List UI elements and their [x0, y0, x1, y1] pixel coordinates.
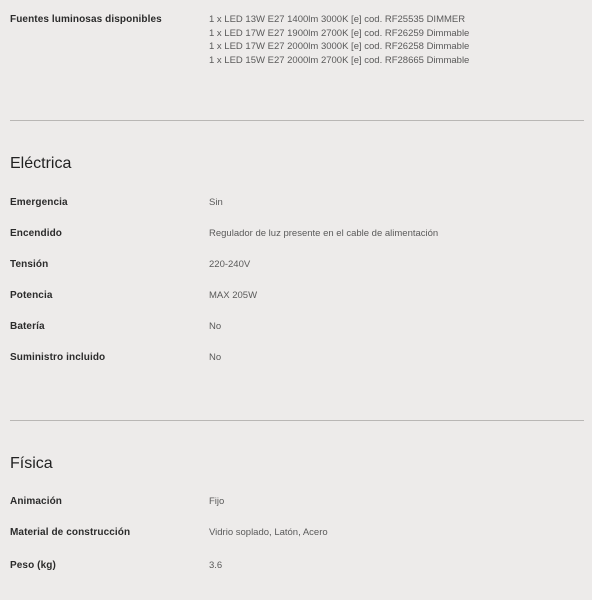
spec-value: No [209, 321, 222, 332]
spec-value: Fijo [209, 496, 225, 507]
section-title-electrica: Eléctrica [10, 155, 72, 172]
spec-value: 3.6 [209, 560, 223, 571]
spec-label: Suministro incluido [10, 352, 106, 363]
spec-value: Sin [209, 197, 223, 208]
section-divider [10, 420, 584, 421]
section-divider [10, 120, 584, 121]
spec-label: Peso (kg) [10, 560, 56, 571]
spec-label: Animación [10, 496, 63, 507]
spec-value: No [209, 352, 222, 363]
spec-label: Batería [10, 321, 45, 332]
spec-label: Material de construcción [10, 527, 131, 538]
spec-value-list [209, 13, 469, 67]
spec-value: Vidrio soplado, Latón, Acero [209, 527, 328, 538]
spec-label: Potencia [10, 290, 53, 301]
light-source-item: 1 x LED 15W E27 2000lm 2700K [e] cod. RF28665 Dimmable [209, 54, 470, 66]
spec-label: Encendido [10, 228, 63, 239]
spec-value: Regulador de luz presente en el cable de alimentación [209, 228, 439, 239]
spec-label: Emergencia [10, 197, 68, 208]
section-title-fisica: Física [10, 455, 53, 472]
spec-label: Fuentes luminosas disponibles [10, 14, 162, 25]
light-source-item: 1 x LED 17W E27 2000lm 3000K [e] cod. RF26258 Dimmable [209, 41, 470, 52]
light-source-item: 1 x LED 13W E27 1400lm 3000K [e] cod. RF25535 DIMMER [209, 14, 466, 25]
spec-value: MAX 205W [209, 290, 258, 301]
spec-value: 220-240V [209, 259, 251, 270]
light-source-item: 1 x LED 17W E27 1900lm 2700K [e] cod. RF26259 Dimmable [209, 27, 470, 39]
spec-label: Tensión [10, 259, 49, 270]
